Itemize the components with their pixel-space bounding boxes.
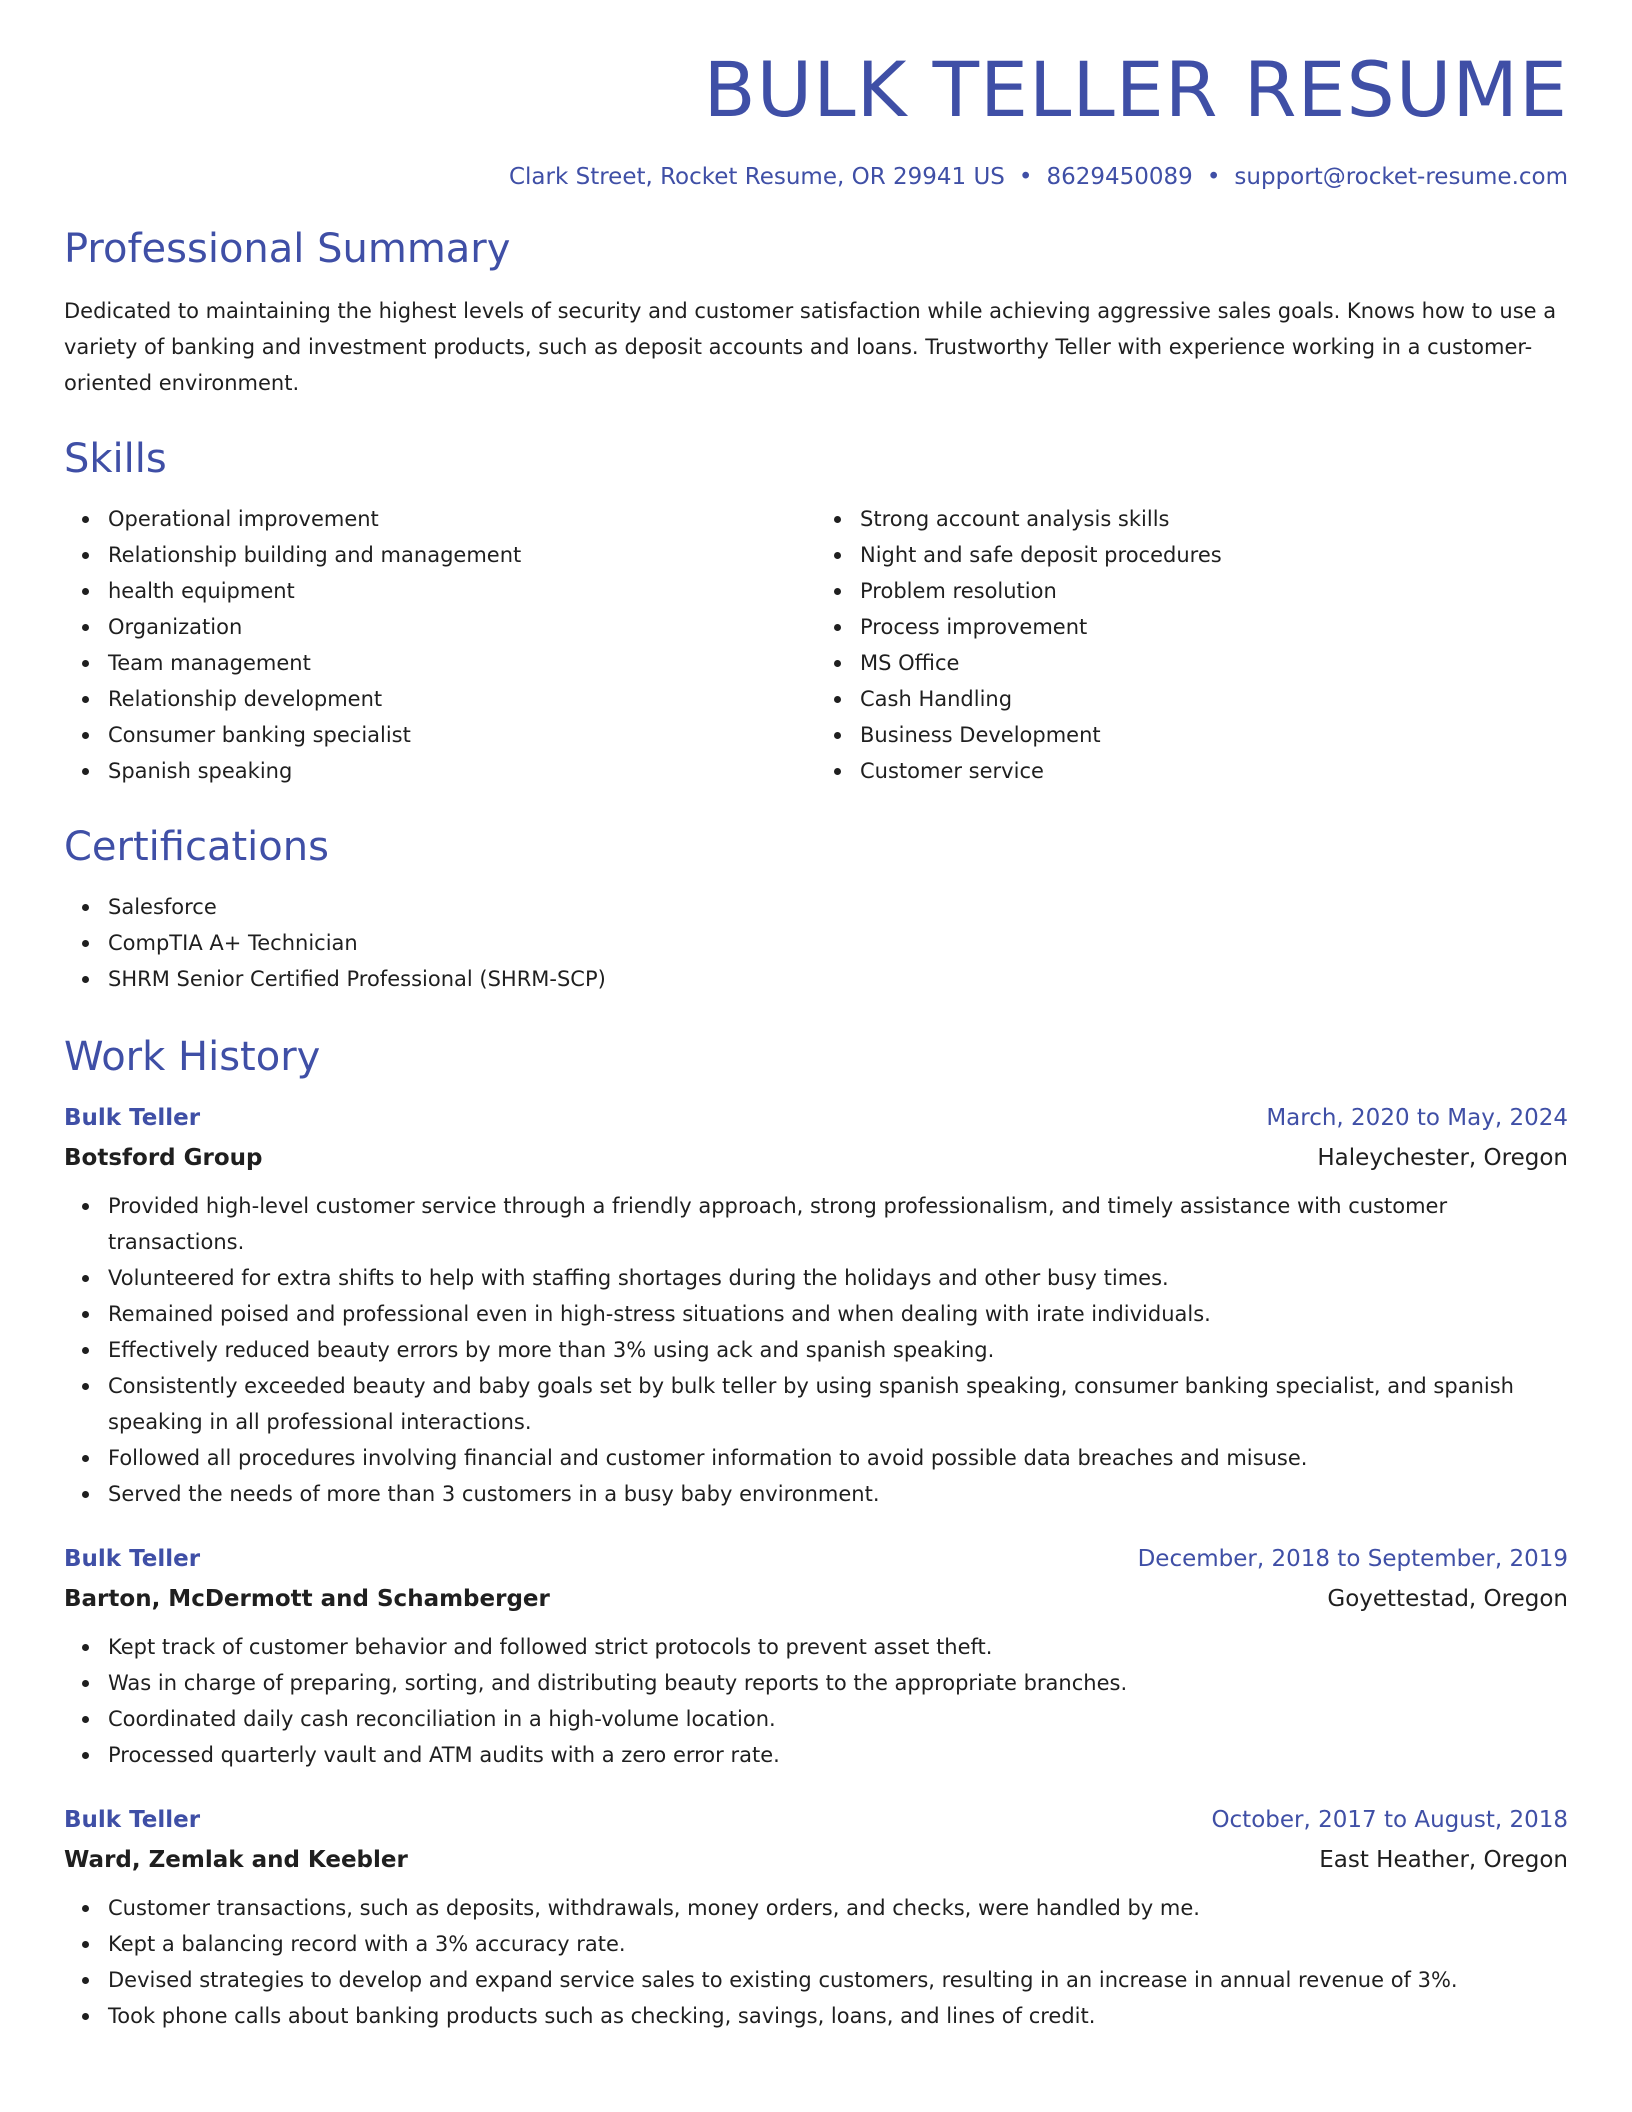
- job-location: Goyettestad, Oregon: [1327, 1586, 1568, 1612]
- certifications-list: [64, 889, 1568, 997]
- contact-separator: •: [1018, 164, 1033, 190]
- job-dates: March, 2020 to May, 2024: [1266, 1105, 1568, 1131]
- job-title: Bulk Teller: [64, 1546, 201, 1572]
- skills-heading: Skills: [64, 436, 167, 482]
- job-bullet: Served the needs of more than 3 customers in a busy baby environment.: [108, 1476, 1568, 1512]
- contact-separator: •: [1206, 164, 1221, 190]
- job-bullets: [64, 1890, 1568, 2034]
- job-bullet: Took phone calls about banking products such as checking, savings, loans, and lines of credit.: [108, 1998, 1568, 2034]
- job-subheader: [64, 1588, 1568, 1611]
- job-company: Barton, McDermott and Schamberger: [64, 1586, 550, 1612]
- summary-text: Dedicated to maintaining the highest levels of security and customer satisfaction while achieving aggressive sales goals. Knows how to use a variety of banking and investment products, such as deposit accounts and loans. Trustworthy Teller with experience working in a customer-oriented environment.: [64, 299, 1557, 395]
- job-header: [64, 1548, 1568, 1571]
- skill-item: Relationship development: [108, 681, 816, 717]
- job-header: [64, 1107, 1568, 1130]
- contact-email: support@rocket-resume.com: [1234, 164, 1568, 190]
- job-bullet: Customer transactions, such as deposits, withdrawals, money orders, and checks, were handled by me.: [108, 1890, 1568, 1926]
- skill-item: Strong account analysis skills: [860, 501, 1568, 537]
- skill-item: Process improvement: [860, 609, 1568, 645]
- skill-item: Customer service: [860, 753, 1568, 789]
- job-bullet: Devised strategies to develop and expand service sales to existing customers, resulting in an increase in annual revenue of 3%.: [108, 1962, 1568, 1998]
- job-entry: [64, 1548, 1568, 1773]
- job-bullet: Coordinated daily cash reconciliation in a high-volume location.: [108, 1701, 1568, 1737]
- skill-item: health equipment: [108, 573, 816, 609]
- job-dates: December, 2018 to September, 2019: [1137, 1546, 1568, 1572]
- job-bullet: Effectively reduced beauty errors by more than 3% using ack and spanish speaking.: [108, 1332, 1568, 1368]
- job-subheader: [64, 1849, 1568, 1872]
- skill-item: Business Development: [860, 717, 1568, 753]
- job-company: Botsford Group: [64, 1145, 263, 1171]
- job-bullet: Kept a balancing record with a 3% accuracy rate.: [108, 1926, 1568, 1962]
- skill-item: Team management: [108, 645, 816, 681]
- skill-item: Consumer banking specialist: [108, 717, 816, 753]
- job-location: East Heather, Oregon: [1319, 1847, 1568, 1873]
- job-bullet: Provided high-level customer service through a friendly approach, strong professionalism, and timely assistance with customer transactions.: [108, 1188, 1568, 1260]
- job-header: [64, 1809, 1568, 1832]
- skill-item: Problem resolution: [860, 573, 1568, 609]
- job-entry: [64, 1809, 1568, 2034]
- skill-item: MS Office: [860, 645, 1568, 681]
- job-company: Ward, Zemlak and Keebler: [64, 1847, 408, 1873]
- resume-title: BULK TELLER RESUME: [703, 45, 1568, 134]
- job-bullet: Kept track of customer behavior and followed strict protocols to prevent asset theft.: [108, 1629, 1568, 1665]
- job-bullet: Volunteered for extra shifts to help with staffing shortages during the holidays and other busy times.: [108, 1260, 1568, 1296]
- skill-item: Night and safe deposit procedures: [860, 537, 1568, 573]
- skill-item: Organization: [108, 609, 816, 645]
- job-bullet: Processed quarterly vault and ATM audits with a zero error rate.: [108, 1737, 1568, 1773]
- contact-line: [64, 166, 1568, 189]
- certification-item: SHRM Senior Certified Professional (SHRM-SCP): [108, 961, 1568, 997]
- skill-item: Cash Handling: [860, 681, 1568, 717]
- skill-item: Relationship building and management: [108, 537, 816, 573]
- job-subheader: [64, 1147, 1568, 1170]
- certification-item: Salesforce: [108, 889, 1568, 925]
- job-entry: [64, 1107, 1568, 1512]
- certifications-heading: Certifications: [64, 824, 329, 870]
- skills-list-left: [64, 501, 816, 789]
- job-dates: October, 2017 to August, 2018: [1211, 1807, 1568, 1833]
- job-title: Bulk Teller: [64, 1105, 201, 1131]
- job-bullet: Consistently exceeded beauty and baby goals set by bulk teller by using spanish speaking, consumer banking specialist, and spanish speaking in all professional interactions.: [108, 1368, 1568, 1440]
- job-bullet: Followed all procedures involving financial and customer information to avoid possible data breaches and misuse.: [108, 1440, 1568, 1476]
- resume-page: [64, 45, 1568, 2034]
- skills-list-right: [816, 501, 1568, 789]
- skill-item: Operational improvement: [108, 501, 816, 537]
- job-title: Bulk Teller: [64, 1807, 201, 1833]
- skill-item: Spanish speaking: [108, 753, 816, 789]
- skills-columns: [64, 501, 1568, 789]
- contact-phone: 8629450089: [1046, 164, 1193, 190]
- job-bullets: [64, 1629, 1568, 1773]
- contact-address: Clark Street, Rocket Resume, OR 29941 US: [508, 164, 1005, 190]
- work-history-heading: Work History: [64, 1034, 321, 1080]
- job-location: Haleychester, Oregon: [1317, 1145, 1568, 1171]
- job-bullets: [64, 1188, 1568, 1512]
- certification-item: CompTIA A+ Technician: [108, 925, 1568, 961]
- job-bullet: Was in charge of preparing, sorting, and distributing beauty reports to the appropriate branches.: [108, 1665, 1568, 1701]
- job-bullet: Remained poised and professional even in high-stress situations and when dealing with irate individuals.: [108, 1296, 1568, 1332]
- summary-heading: Professional Summary: [64, 226, 511, 272]
